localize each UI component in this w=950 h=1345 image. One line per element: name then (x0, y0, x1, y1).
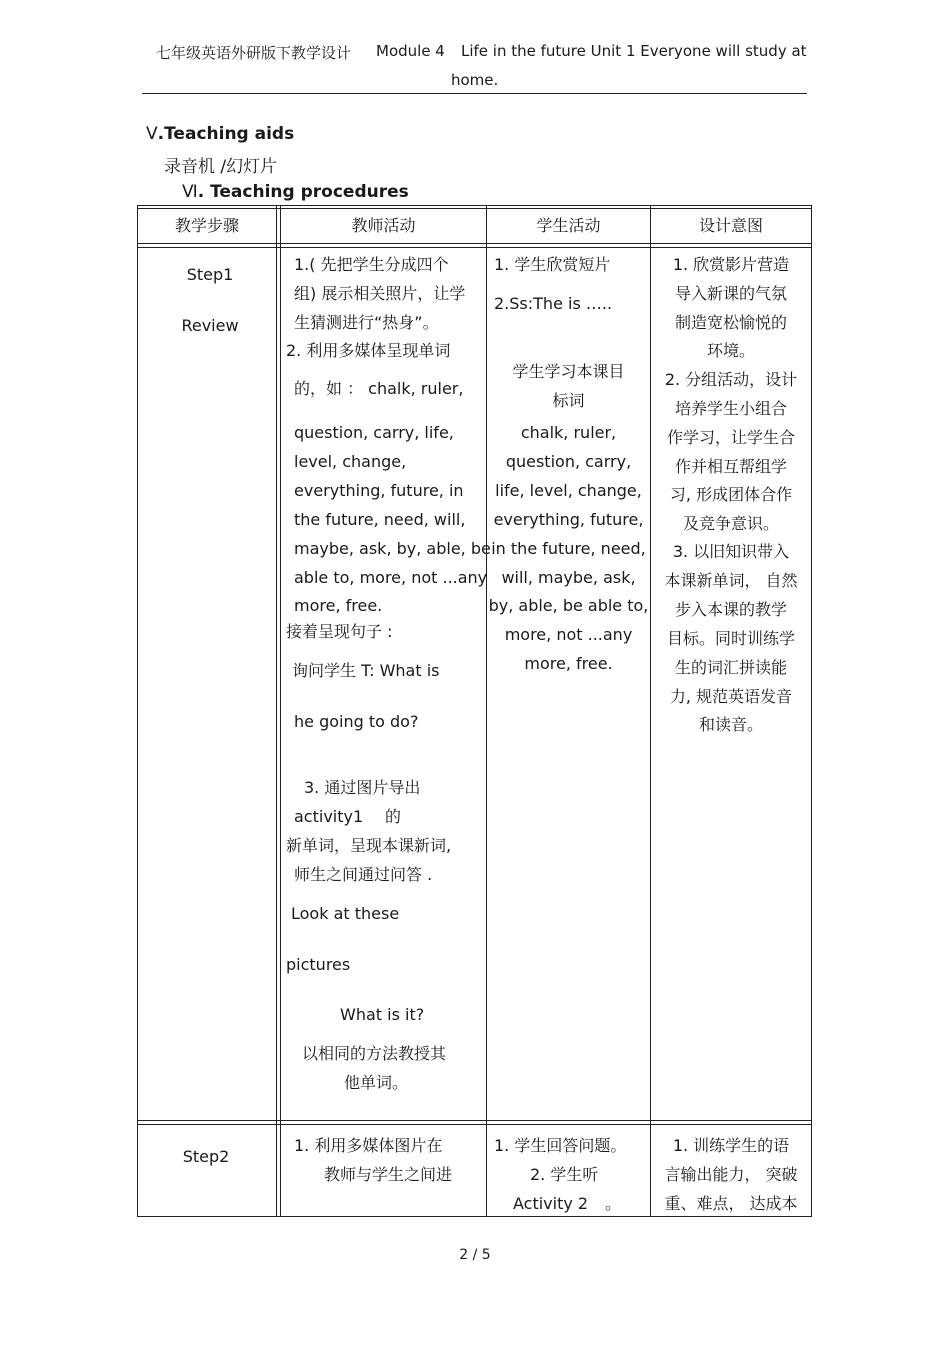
step1-design-line: 和读音。 (698, 715, 763, 734)
step2-design-line: 重、难点， 达成本 (664, 1194, 798, 1213)
step1-teacher-line: What is it? (340, 1005, 425, 1024)
table-border-top (137, 205, 812, 206)
step1-teacher-line: everything, future, in (294, 481, 464, 500)
step1-teacher-line: 新单词，呈现本课新词, (286, 836, 452, 855)
step1-student-line: in the future, need, (491, 539, 646, 558)
step1-student-line: more, free. (524, 654, 613, 673)
step1-teacher-line: Look at these (291, 904, 400, 923)
step2-student-line: Activity 2 (513, 1194, 589, 1213)
step1-student-line: 2.Ss:The is ….. (494, 294, 613, 313)
step1-design-line: 3. 以旧知识带入 (672, 542, 790, 561)
step1-teacher-line: 的 (385, 807, 402, 826)
step1-design-line: 2. 分组活动，设计 (664, 370, 798, 389)
step1-teacher-line: he going to do? (294, 712, 419, 731)
header-course: 七年级英语外研版下教学设计 (156, 44, 352, 62)
step1-design-line: 及竞争意识。 (682, 514, 779, 533)
step1-student-line: 学生学习本课目 (512, 362, 625, 381)
step1-teacher-line: 2. 利用多媒体呈现单词 (286, 341, 451, 360)
step1-teacher-line: 组) 展示相关照片，让学 (294, 284, 466, 303)
step1-design-line: 作并相互帮组学 (674, 457, 787, 476)
step1-teacher-line: 接着呈现句子 : (286, 622, 393, 641)
table-border-right (811, 205, 812, 1217)
section-aids-numeral: Ⅴ (146, 124, 158, 144)
step1-teacher-line: 师生之间通过问答 . (294, 865, 433, 884)
header-divider (142, 93, 807, 94)
col-header-step: 教学步骤 (174, 216, 239, 235)
step1-student-line: life, level, change, (495, 481, 642, 500)
table-border-left (137, 205, 138, 1217)
step1-teacher-line: 他单词。 (344, 1073, 409, 1092)
table-border-row1 (137, 1120, 812, 1121)
step1-sublabel: Review (181, 316, 239, 335)
step1-design-line: 习, 形成团体合作 (669, 485, 793, 504)
step1-student-line: more, not ...any (504, 625, 633, 644)
step1-student-line: 标词 (552, 391, 585, 410)
step2-teacher-line: 教师与学生之间进 (324, 1165, 453, 1184)
step1-design-line: 目标。同时训练学 (666, 629, 795, 648)
step2-label: Step2 (182, 1147, 230, 1166)
step2-student-line: 2. 学生听 (530, 1165, 599, 1184)
section-aids-title: .Teaching aids (157, 124, 295, 144)
step2-student-line: 。 (605, 1194, 622, 1213)
step1-teacher-line: pictures (286, 955, 351, 974)
step1-teacher-line: 1.( 先把学生分成四个 (294, 255, 449, 274)
step1-design-line: 力, 规范英语发音 (669, 687, 793, 706)
step1-teacher-line: the future, need, will, (294, 510, 466, 529)
step1-student-line: everything, future, (493, 510, 644, 529)
table-border-header (137, 243, 812, 244)
col-header-teacher: 教师活动 (351, 216, 416, 235)
header-unit-title-cont: home. (451, 71, 499, 89)
step1-teacher-line: 的，如 ： chalk, ruler, (294, 379, 464, 398)
section-procedures-title: . Teaching procedures (197, 182, 409, 202)
step1-teacher-line: activity1 (294, 807, 364, 826)
table-border-header-inner (137, 247, 812, 248)
step1-teacher-line: level, change, (294, 452, 407, 471)
step2-student-line: 1. 学生回答问题。 (494, 1136, 627, 1155)
col-header-student: 学生活动 (536, 216, 601, 235)
step2-design-line: 1. 训练学生的语 (672, 1136, 790, 1155)
table-border-row1-inner (137, 1124, 812, 1125)
table-border-col1 (276, 205, 277, 1217)
step1-design-line: 本课新单词， 自然 (664, 571, 798, 590)
step1-design-line: 生的词汇拼读能 (674, 658, 787, 677)
col-header-design: 设计意图 (698, 216, 763, 235)
step1-design-line: 制造宽松愉悦的 (674, 313, 787, 332)
step1-teacher-line: 生猜测进行“热身”。 (294, 313, 439, 332)
step1-teacher-line: 3. 通过图片导出 (304, 778, 421, 797)
section-procedures-heading (182, 182, 409, 202)
step1-teacher-line: more, free. (294, 596, 383, 615)
step2-teacher-line: 1. 利用多媒体图片在 (294, 1136, 443, 1155)
step1-teacher-line: able to, more, not ...any (294, 568, 488, 587)
step1-design-line: 培养学生小组合 (674, 399, 787, 418)
step1-teacher-line: 询问学生 T: What is (292, 661, 440, 680)
step1-design-line: 作学习，让学生合 (666, 428, 795, 447)
step1-student-line: 1. 学生欣赏短片 (494, 255, 611, 274)
section-aids-heading (146, 124, 294, 144)
step1-design-line: 1. 欣赏影片营造 (672, 255, 790, 274)
step1-teacher-line: 以相同的方法教授其 (302, 1044, 447, 1063)
step2-design-line: 言输出能力， 突破 (664, 1165, 798, 1184)
table-border-top-inner (137, 208, 812, 209)
step1-student-line: by, able, be able to, (488, 596, 649, 615)
step1-design-line: 导入新课的气氛 (674, 284, 787, 303)
table-border-col1-inner (280, 205, 281, 1217)
step1-student-line: will, maybe, ask, (501, 568, 636, 587)
page-number: 2 / 5 (459, 1247, 491, 1263)
section-procedures-numeral: Ⅵ (182, 182, 198, 202)
step1-design-line: 步入本课的教学 (674, 600, 787, 619)
step1-design-line: 环境。 (706, 341, 755, 360)
step1-teacher-line: maybe, ask, by, able, be (294, 539, 491, 558)
table-border-bottom (137, 1216, 812, 1217)
header-unit-title: Life in the future Unit 1 Everyone will study at (461, 42, 807, 60)
step1-teacher-line: question, carry, life, (294, 423, 454, 442)
section-aids-content: 录音机 /幻灯片 (164, 157, 278, 177)
header-module: Module 4 (376, 42, 445, 60)
step1-student-line: question, carry, (505, 452, 632, 471)
step1-student-line: chalk, ruler, (520, 423, 617, 442)
step1-label: Step1 (186, 265, 234, 284)
table-border-col2 (486, 205, 487, 1217)
